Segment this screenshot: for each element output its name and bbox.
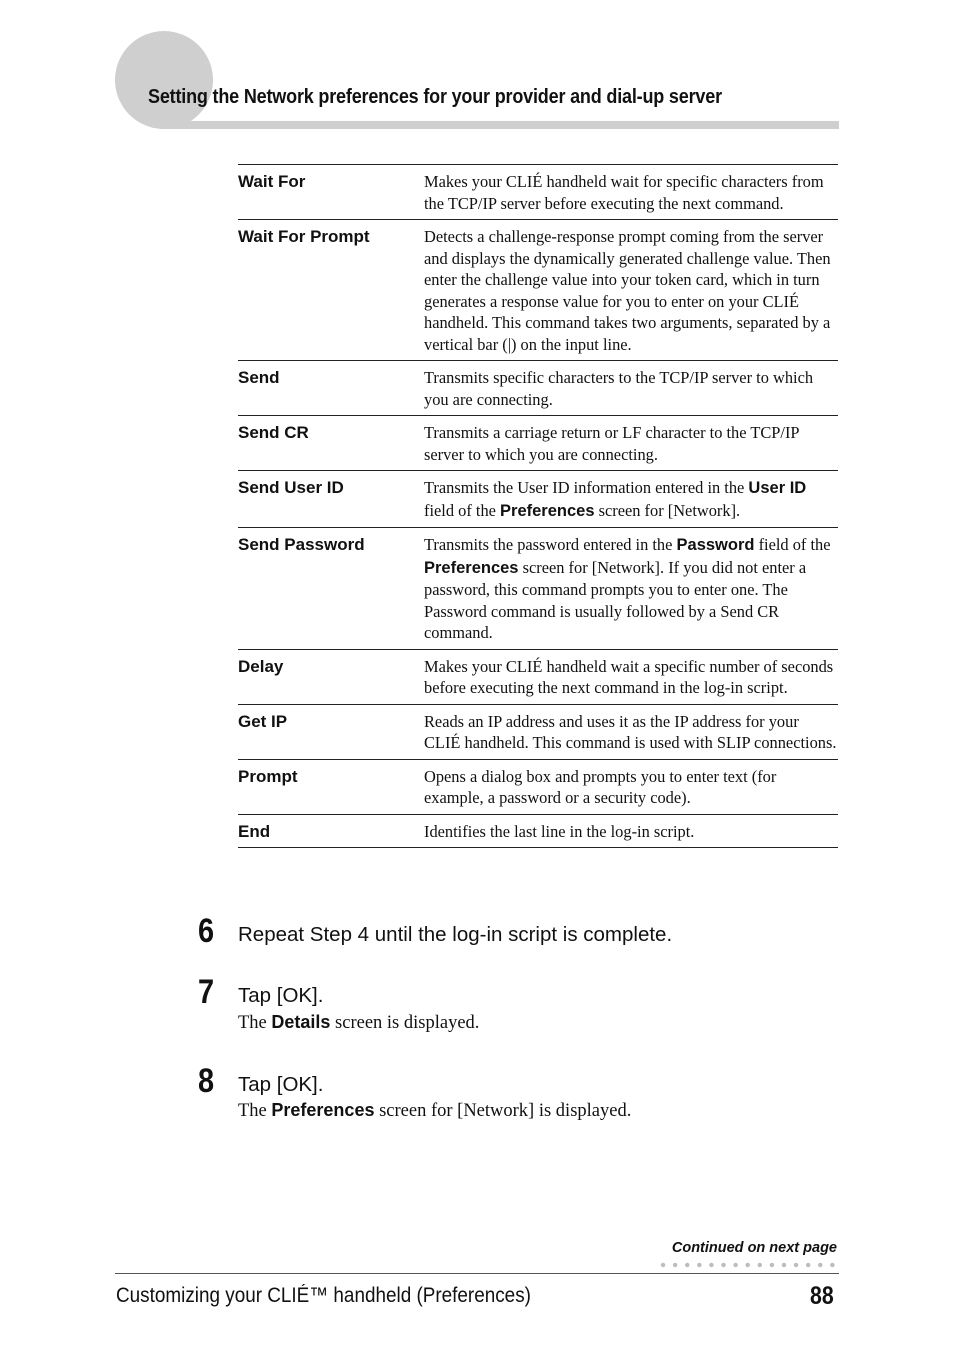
command-description: Transmits specific characters to the TCP/IP server to which you are connecting. — [424, 361, 838, 416]
command-description: Transmits the password entered in the Password field of the Preferences screen for [Network]. If you did not enter a password, this command prompts you to enter one. The Password command is usually followed by a Send CR command. — [424, 528, 838, 650]
header-underline-bar — [160, 121, 839, 129]
command-description: Transmits the User ID information entered in the User ID field of the Preferences screen for [Network]. — [424, 471, 838, 528]
step-number-6: 6 — [198, 912, 215, 950]
preferences-screen-name: Preferences — [271, 1100, 375, 1120]
table-row — [238, 649, 838, 704]
table-row — [238, 759, 838, 814]
step-number-8: 8 — [198, 1062, 215, 1100]
step-8-result: The Preferences screen for [Network] is displayed. — [238, 1100, 632, 1121]
command-term: Wait For — [238, 165, 424, 220]
command-description: Detects a challenge-response prompt coming from the server and displays the dynamically generated challenge value. Then enter the challenge value into your token card, which in turn generates a response value for you to enter on your CLIÉ handheld. This command takes two arguments, separated by a vertical bar (|) on the input line. — [424, 220, 838, 361]
table-row — [238, 471, 838, 528]
command-term: Send User ID — [238, 471, 424, 528]
step-6-text: Repeat Step 4 until the log-in script is complete. — [238, 923, 673, 946]
command-description: Makes your CLIÉ handheld wait for specific characters from the TCP/IP server before executing the next command. — [424, 165, 838, 220]
table-row — [238, 165, 838, 220]
table-row — [238, 220, 838, 361]
continued-dots — [657, 1261, 839, 1269]
page-title: Setting the Network preferences for your provider and dial-up server — [148, 86, 722, 108]
continued-notice: Continued on next page — [671, 1240, 837, 1256]
footer-section-title: Customizing your CLIÉ™ handheld (Preferences) — [116, 1284, 531, 1307]
step-8-text: Tap [OK]. — [238, 1073, 324, 1096]
step-7-text: Tap [OK]. — [238, 984, 324, 1007]
page-number: 88 — [810, 1282, 834, 1310]
details-screen-name: Details — [271, 1012, 331, 1032]
command-term: End — [238, 814, 424, 848]
footer-rule — [115, 1273, 839, 1274]
command-term: Send Password — [238, 528, 424, 650]
command-description: Makes your CLIÉ handheld wait a specific number of seconds before executing the next command in the log-in script. — [424, 649, 838, 704]
command-term: Get IP — [238, 704, 424, 759]
table-row — [238, 361, 838, 416]
step-7-result: The Details screen is displayed. — [238, 1012, 480, 1033]
command-description: Reads an IP address and uses it as the IP address for your CLIÉ handheld. This command is used with SLIP connections. — [424, 704, 838, 759]
command-term: Send — [238, 361, 424, 416]
command-description: Opens a dialog box and prompts you to enter text (for example, a password or a security code). — [424, 759, 838, 814]
table-row — [238, 528, 838, 650]
table-row — [238, 814, 838, 848]
command-term: Send CR — [238, 416, 424, 471]
command-description: Identifies the last line in the log-in script. — [424, 814, 838, 848]
command-term: Prompt — [238, 759, 424, 814]
table-row — [238, 416, 838, 471]
step-number-7: 7 — [198, 973, 215, 1011]
command-term: Delay — [238, 649, 424, 704]
command-description: Transmits a carriage return or LF character to the TCP/IP server to which you are connecting. — [424, 416, 838, 471]
command-table — [238, 164, 838, 848]
table-row — [238, 704, 838, 759]
header-decoration-circle — [115, 31, 213, 129]
command-term: Wait For Prompt — [238, 220, 424, 361]
